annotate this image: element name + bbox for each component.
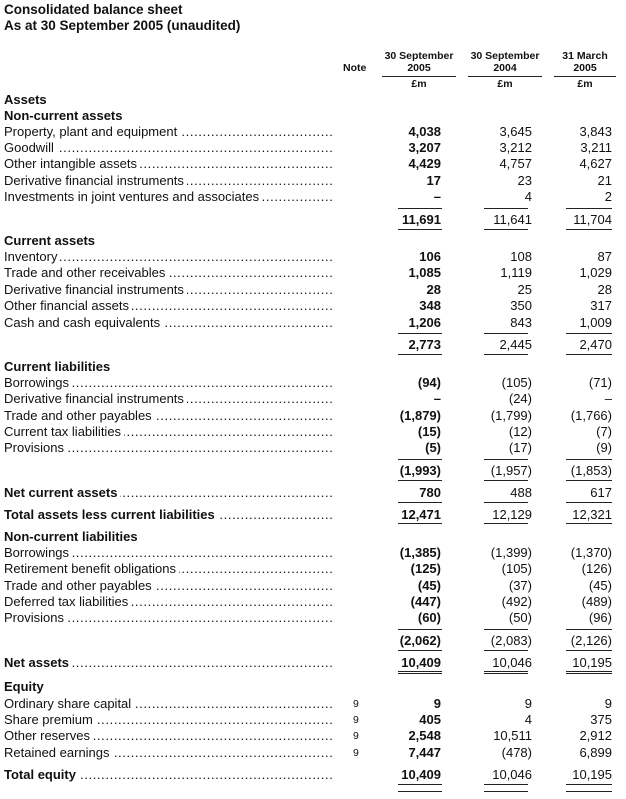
row-label xyxy=(4,298,334,313)
row-label-text: Other intangible assets xyxy=(4,156,140,171)
value-sep-2005: 348 xyxy=(419,298,441,313)
table-row xyxy=(0,594,626,610)
value-mar-2005: 6,899 xyxy=(579,745,612,760)
value-mar-2005: (45) xyxy=(588,578,612,593)
value-sep-2005: 4,429 xyxy=(408,156,441,171)
value-sep-2004: 10,511 xyxy=(493,728,532,743)
row-label xyxy=(4,767,334,782)
value-mar-2005: (2,126) xyxy=(570,633,612,648)
value-sep-2004: (50) xyxy=(508,610,532,625)
table-row xyxy=(0,561,626,577)
table-row xyxy=(0,391,626,407)
value-mar-2005: 617 xyxy=(590,485,612,500)
value-mar-2005: (1,370) xyxy=(570,545,612,560)
rule xyxy=(398,650,442,651)
table-row xyxy=(0,424,626,440)
value-sep-2005: – xyxy=(433,189,441,204)
value-mar-2005: 1,029 xyxy=(579,265,612,280)
row-label-text: Derivative financial instruments xyxy=(4,391,187,406)
value-mar-2005: 2 xyxy=(604,189,612,204)
note-ref: 9 xyxy=(353,698,359,710)
column-header-line1: 31 March xyxy=(562,50,608,62)
note-column-header: Note xyxy=(343,62,367,74)
value-mar-2005: 2,470 xyxy=(579,337,612,352)
value-sep-2004: 350 xyxy=(510,298,532,313)
row-label xyxy=(4,594,334,609)
value-sep-2004: (105) xyxy=(501,561,532,576)
table-row xyxy=(0,728,626,744)
value-mar-2005: 3,843 xyxy=(579,124,612,139)
value-mar-2005: (9) xyxy=(596,440,612,455)
rule xyxy=(484,523,528,524)
rule xyxy=(398,791,442,792)
rule xyxy=(566,523,612,524)
row-label xyxy=(4,173,334,188)
row-label-text: Other reserves xyxy=(4,728,93,743)
value-sep-2004: (478) xyxy=(501,745,532,760)
section-heading-assets: Assets xyxy=(4,92,47,107)
row-label xyxy=(4,249,334,264)
rule xyxy=(566,650,612,651)
table-row xyxy=(0,173,626,189)
row-label-text: Investments in joint ventures and associates xyxy=(4,189,262,204)
row-label-text: Retirement benefit obligations xyxy=(4,561,179,576)
row-label xyxy=(4,424,334,439)
value-sep-2004: (105) xyxy=(501,375,532,390)
value-mar-2005: (489) xyxy=(581,594,612,609)
row-label xyxy=(4,507,334,522)
value-sep-2004: (1,957) xyxy=(490,463,532,478)
row-label-text: Share premium xyxy=(4,712,96,727)
table-row xyxy=(0,212,626,228)
value-mar-2005: (7) xyxy=(596,424,612,439)
column-header-line2: 2004 xyxy=(493,62,517,74)
column-header-line2: 2005 xyxy=(573,62,597,74)
value-sep-2004: 9 xyxy=(524,696,532,711)
rule xyxy=(566,459,612,460)
value-sep-2005: (1,385) xyxy=(399,545,441,560)
row-label-text: Provisions xyxy=(4,610,67,625)
value-mar-2005: 11,704 xyxy=(573,212,612,227)
row-label-text: Trade and other payables xyxy=(4,408,155,423)
table-row xyxy=(0,633,626,649)
value-mar-2005: 1,009 xyxy=(579,315,612,330)
double-rule xyxy=(398,671,442,674)
value-sep-2004: 10,046 xyxy=(492,767,532,782)
rule xyxy=(566,229,612,230)
column-unit: £m xyxy=(468,76,542,90)
note-ref: 9 xyxy=(353,730,359,742)
value-sep-2005: 7,447 xyxy=(408,745,441,760)
row-label-text: Borrowings xyxy=(4,545,72,560)
rule xyxy=(566,784,612,785)
row-label xyxy=(4,440,334,455)
value-sep-2004: (1,799) xyxy=(490,408,532,423)
value-sep-2004: 108 xyxy=(510,249,532,264)
value-sep-2004: 11,641 xyxy=(493,212,532,227)
table-row xyxy=(0,463,626,479)
value-sep-2004: 488 xyxy=(510,485,532,500)
value-sep-2005: 10,409 xyxy=(401,767,441,782)
row-label xyxy=(4,696,334,711)
double-rule xyxy=(484,671,528,674)
table-row xyxy=(0,282,626,298)
row-label-text: Trade and other receivables xyxy=(4,265,168,280)
value-sep-2005: (15) xyxy=(417,424,441,439)
value-mar-2005: 375 xyxy=(590,712,612,727)
rule xyxy=(484,502,528,503)
rule xyxy=(566,333,612,334)
row-label-text: Current tax liabilities xyxy=(4,424,124,439)
row-label-text: Property, plant and equipment xyxy=(4,124,180,139)
row-label-text: Trade and other payables xyxy=(4,578,155,593)
value-sep-2004: 4 xyxy=(524,189,532,204)
value-sep-2004: 3,212 xyxy=(499,140,532,155)
section-heading-noncurrent-liabilities: Non-current liabilities xyxy=(4,529,138,544)
table-row xyxy=(0,545,626,561)
row-label xyxy=(4,391,334,406)
value-sep-2005: 10,409 xyxy=(401,655,441,670)
value-sep-2004: 23 xyxy=(517,173,532,188)
value-mar-2005: (1,853) xyxy=(570,463,612,478)
section-heading-current-assets: Current assets xyxy=(4,233,96,248)
rule xyxy=(566,791,612,792)
rule xyxy=(398,502,442,503)
table-row xyxy=(0,507,626,523)
column-unit: £m xyxy=(554,76,616,90)
value-sep-2005: (1,879) xyxy=(399,408,441,423)
value-mar-2005: 28 xyxy=(597,282,612,297)
value-sep-2005: 4,038 xyxy=(408,124,441,139)
value-mar-2005: 4,627 xyxy=(579,156,612,171)
rule xyxy=(484,333,528,334)
row-label xyxy=(4,655,334,670)
value-mar-2005: 87 xyxy=(597,249,612,264)
rule xyxy=(398,459,442,460)
row-label-text: Inventory xyxy=(4,249,60,264)
value-sep-2004: (37) xyxy=(508,578,532,593)
note-ref: 9 xyxy=(353,714,359,726)
row-label xyxy=(4,610,334,625)
note-ref: 9 xyxy=(353,747,359,759)
column-header-sep-2004 xyxy=(468,50,542,90)
row-label-text: Derivative financial instruments xyxy=(4,173,187,188)
value-sep-2004: 3,645 xyxy=(499,124,532,139)
value-sep-2004: (17) xyxy=(508,440,532,455)
row-label xyxy=(4,156,334,171)
rule xyxy=(566,354,612,355)
rule xyxy=(484,229,528,230)
value-sep-2005: 9 xyxy=(433,696,441,711)
value-mar-2005: (1,766) xyxy=(570,408,612,423)
rule xyxy=(484,354,528,355)
table-row xyxy=(0,189,626,205)
row-label-text: Retained earnings xyxy=(4,745,113,760)
table-row xyxy=(0,745,626,761)
rule xyxy=(484,459,528,460)
value-sep-2005: (447) xyxy=(410,594,441,609)
row-label xyxy=(4,728,334,743)
table-row xyxy=(0,375,626,391)
value-sep-2005: 780 xyxy=(419,485,441,500)
value-sep-2005: 405 xyxy=(419,712,441,727)
row-label xyxy=(4,561,334,576)
rule xyxy=(398,523,442,524)
value-mar-2005: 317 xyxy=(590,298,612,313)
table-row xyxy=(0,156,626,172)
rule xyxy=(398,629,442,630)
table-row xyxy=(0,767,626,783)
row-label-text: Total equity xyxy=(4,767,79,782)
table-row xyxy=(0,655,626,671)
value-sep-2004: (1,399) xyxy=(490,545,532,560)
column-header-mar-2005 xyxy=(554,50,616,90)
value-sep-2004: (24) xyxy=(508,391,532,406)
rule xyxy=(398,480,442,481)
rule xyxy=(566,629,612,630)
rule xyxy=(566,502,612,503)
value-sep-2005: 106 xyxy=(419,249,441,264)
row-label xyxy=(4,282,334,297)
value-sep-2005: 11,691 xyxy=(401,212,441,227)
row-label xyxy=(4,140,334,155)
rule xyxy=(398,333,442,334)
section-heading-equity: Equity xyxy=(4,679,44,694)
value-sep-2005: – xyxy=(433,391,441,406)
row-label-text: Total assets less current liabilities xyxy=(4,507,218,522)
row-label xyxy=(4,408,334,423)
row-label xyxy=(4,712,334,727)
value-sep-2004: 4 xyxy=(524,712,532,727)
value-sep-2004: 25 xyxy=(517,282,532,297)
table-row xyxy=(0,249,626,265)
table-row xyxy=(0,712,626,728)
value-mar-2005: (71) xyxy=(588,375,612,390)
rule xyxy=(566,480,612,481)
section-heading-current-liabilities: Current liabilities xyxy=(4,359,111,374)
section-heading-noncurrent-assets: Non-current assets xyxy=(4,108,123,123)
value-sep-2005: (94) xyxy=(417,375,441,390)
value-sep-2004: 843 xyxy=(510,315,532,330)
rule xyxy=(484,208,528,209)
table-row xyxy=(0,440,626,456)
rule xyxy=(484,629,528,630)
rule xyxy=(484,784,528,785)
value-sep-2005: (60) xyxy=(417,610,441,625)
rule xyxy=(398,354,442,355)
value-sep-2005: 12,471 xyxy=(401,507,441,522)
row-label-text: Other financial assets xyxy=(4,298,132,313)
row-label xyxy=(4,578,334,593)
table-row xyxy=(0,408,626,424)
value-sep-2005: (45) xyxy=(417,578,441,593)
value-sep-2004: (12) xyxy=(508,424,532,439)
table-row xyxy=(0,140,626,156)
value-sep-2004: (2,083) xyxy=(490,633,532,648)
row-label xyxy=(4,545,334,560)
row-label-text: Derivative financial instruments xyxy=(4,282,187,297)
table-row xyxy=(0,337,626,353)
table-row xyxy=(0,578,626,594)
value-mar-2005: 9 xyxy=(604,696,612,711)
value-mar-2005: 10,195 xyxy=(572,767,612,782)
value-mar-2005: 21 xyxy=(597,173,612,188)
rule xyxy=(484,650,528,651)
value-sep-2005: (1,993) xyxy=(399,463,441,478)
value-sep-2005: 28 xyxy=(426,282,441,297)
row-label-text: Deferred tax liabilities xyxy=(4,594,131,609)
value-sep-2005: 3,207 xyxy=(408,140,441,155)
row-label xyxy=(4,189,334,204)
rule xyxy=(566,208,612,209)
value-mar-2005: (96) xyxy=(588,610,612,625)
table-row xyxy=(0,298,626,314)
value-sep-2005: 1,206 xyxy=(408,315,441,330)
table-row xyxy=(0,696,626,712)
value-sep-2005: (5) xyxy=(425,440,441,455)
rule xyxy=(398,229,442,230)
rule xyxy=(484,791,528,792)
value-sep-2005: (125) xyxy=(410,561,441,576)
row-label xyxy=(4,315,334,330)
row-label-text: Net current assets xyxy=(4,485,120,500)
page-title: Consolidated balance sheet xyxy=(4,2,183,17)
row-label xyxy=(4,745,334,760)
row-label xyxy=(4,265,334,280)
value-sep-2004: 4,757 xyxy=(499,156,532,171)
row-label xyxy=(4,375,334,390)
page-subtitle: As at 30 September 2005 (unaudited) xyxy=(4,18,241,33)
column-unit: £m xyxy=(382,76,456,90)
value-mar-2005: – xyxy=(604,391,612,406)
table-row xyxy=(0,315,626,331)
table-row xyxy=(0,124,626,140)
value-sep-2005: 17 xyxy=(426,173,441,188)
value-mar-2005: 12,321 xyxy=(572,507,612,522)
value-mar-2005: 10,195 xyxy=(572,655,612,670)
column-header-line2: 2005 xyxy=(407,62,431,74)
row-label xyxy=(4,124,334,139)
value-sep-2004: 10,046 xyxy=(492,655,532,670)
value-sep-2005: 2,773 xyxy=(408,337,441,352)
table-row xyxy=(0,265,626,281)
row-label-text: Goodwill xyxy=(4,140,57,155)
table-row xyxy=(0,610,626,626)
row-label-text: Provisions xyxy=(4,440,67,455)
row-label-text: Ordinary share capital xyxy=(4,696,134,711)
row-label-text: Cash and cash equivalents xyxy=(4,315,163,330)
row-label xyxy=(4,485,334,500)
value-sep-2004: 2,445 xyxy=(499,337,532,352)
value-sep-2005: 2,548 xyxy=(408,728,441,743)
column-header-line1: 30 September xyxy=(384,50,454,62)
rule xyxy=(398,208,442,209)
column-header-line1: 30 September xyxy=(470,50,540,62)
value-mar-2005: 3,211 xyxy=(580,140,612,155)
column-header-sep-2005 xyxy=(382,50,456,90)
value-sep-2005: 1,085 xyxy=(408,265,441,280)
rule xyxy=(484,480,528,481)
row-label-text: Net assets xyxy=(4,655,72,670)
double-rule xyxy=(566,671,612,674)
table-row xyxy=(0,485,626,501)
row-label-text: Borrowings xyxy=(4,375,72,390)
rule xyxy=(398,784,442,785)
value-sep-2005: (2,062) xyxy=(399,633,441,648)
value-mar-2005: (126) xyxy=(581,561,612,576)
value-sep-2004: 12,129 xyxy=(492,507,532,522)
value-sep-2004: (492) xyxy=(501,594,532,609)
value-mar-2005: 2,912 xyxy=(579,728,612,743)
value-sep-2004: 1,119 xyxy=(500,265,532,280)
